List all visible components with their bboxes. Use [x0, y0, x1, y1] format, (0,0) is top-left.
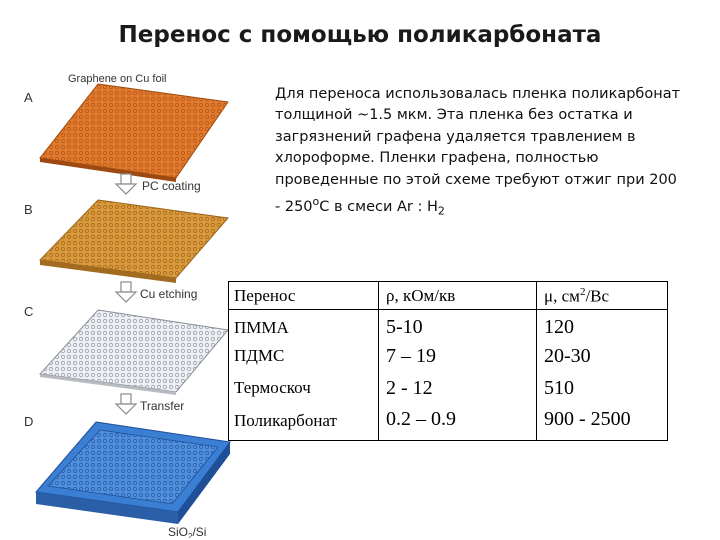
description-main: Для переноса использовалась пленка поликарбонат толщиной ~1.5 мкм. Эта пленка без остатка и загрязнений графена удаляется травлением в хлороформе. Пленки графена, полностью проведенные по этой схеме требуют отжиг при 200 - 250 [275, 86, 681, 215]
caption-cu-etching: Cu etching [140, 287, 198, 301]
row-mobility: 510 [544, 377, 574, 399]
row-mobility: 20-30 [544, 345, 591, 367]
row-resistance: 7 – 19 [386, 345, 436, 367]
arrow-down-icon-2 [116, 282, 136, 302]
row-method: ПДМС [234, 346, 285, 365]
step-label-d: D [24, 414, 34, 429]
header-resistance: ρ, кОм/кв [386, 286, 456, 305]
slide-title: Перенос с помощью поликарбоната [118, 22, 602, 48]
substrate-label: SiO$_2$/Si [168, 525, 207, 538]
row-mobility: 900 - 2500 [544, 408, 631, 430]
caption-pc-coating: PC coating [142, 179, 201, 193]
transfer-comparison-table [228, 281, 668, 441]
description-after: С в смеси Ar : H [319, 198, 438, 215]
step-label-c: C [24, 304, 34, 319]
degree-superscript: о [312, 195, 320, 209]
table-top-border [228, 281, 668, 282]
caption-graphene-on-cu: Graphene on Cu foil [68, 73, 167, 85]
table-bottom-border [228, 440, 668, 441]
row-method: ПММА [234, 318, 289, 337]
description-text [275, 84, 685, 222]
caption-transfer: Transfer [140, 399, 185, 413]
table-left-border [228, 281, 229, 441]
header-transfer: Перенос [234, 286, 296, 305]
row-resistance: 5-10 [386, 316, 423, 338]
row-resistance: 2 - 12 [386, 377, 433, 399]
table-right-border [667, 281, 668, 441]
table-col-divider-1 [378, 281, 379, 441]
hydrogen-subscript: 2 [437, 204, 445, 218]
arrow-down-icon-1 [116, 174, 136, 194]
row-resistance: 0.2 – 0.9 [386, 408, 456, 430]
arrow-down-icon-3 [116, 394, 136, 414]
header-mobility: μ, $см^2/Вс$ [544, 286, 610, 306]
table-header-divider [228, 309, 668, 310]
transfer-process-figure [18, 72, 233, 538]
step-label-b: B [24, 202, 33, 217]
row-method: Поликарбонат [234, 411, 337, 430]
step-label-a: A [24, 90, 33, 105]
table-col-divider-2 [536, 281, 537, 441]
row-method: Термоскоч [234, 378, 311, 397]
row-mobility: 120 [544, 316, 574, 338]
